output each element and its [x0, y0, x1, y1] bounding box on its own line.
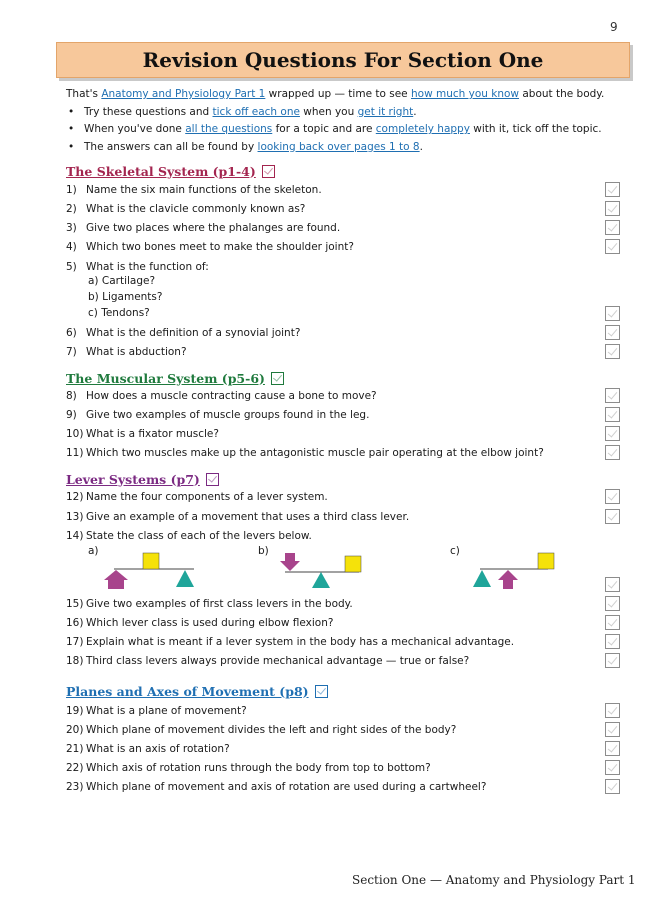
page-number: 9: [610, 20, 618, 34]
question: 6) What is the definition of a synovial joint?: [66, 327, 301, 339]
lever-diagram-c: [470, 550, 570, 592]
question: 2) What is the clavicle commonly known as?: [66, 203, 306, 215]
question-tick-box[interactable]: [605, 596, 620, 611]
intro-line: That's Anatomy and Physiology Part 1 wrapped up — time to see how much you know about the body.: [66, 88, 605, 100]
load-square: [143, 553, 159, 569]
question-subpart: a) Cartilage?: [88, 275, 156, 287]
fulcrum-triangle: [176, 570, 194, 587]
question: 21) What is an axis of rotation?: [66, 743, 230, 755]
question-tick-box[interactable]: [605, 653, 620, 668]
question-tick-box[interactable]: [605, 388, 620, 403]
section-title: Planes and Axes of Movement (p8): [66, 683, 309, 699]
question-subpart: c) Tendons?: [88, 307, 150, 319]
question-tick-box[interactable]: [605, 325, 620, 340]
question-tick-box[interactable]: [605, 306, 620, 321]
intro-bullets: [66, 104, 626, 157]
effort-arrow-up: [498, 570, 518, 589]
intro-bullet: • When you've done all the questions for a topic and are completely happy with it, tick off the topic.: [66, 121, 626, 139]
intro-text: [66, 86, 626, 156]
question: 13) Give an example of a movement that uses a third class lever.: [66, 511, 410, 523]
lever-label-a: a): [88, 545, 99, 557]
question-tick-box[interactable]: [605, 722, 620, 737]
question: 16) Which lever class is used during elbow flexion?: [66, 617, 334, 629]
question-tick-box[interactable]: [605, 239, 620, 254]
lever-diagram-b: [275, 550, 375, 592]
question: 7) What is abduction?: [66, 346, 187, 358]
section-title: Lever Systems (p7): [66, 471, 200, 487]
lever-label-b: b): [258, 545, 269, 557]
question-tick-box[interactable]: [605, 201, 620, 216]
question-tick-box[interactable]: [605, 577, 620, 592]
fulcrum-triangle: [312, 572, 330, 588]
question: 5) What is the function of:: [66, 261, 209, 273]
intro-bullet: • The answers can all be found by looking back over pages 1 to 8.: [66, 139, 626, 157]
question: 12) Name the four components of a lever system.: [66, 491, 328, 503]
question: 17) Explain what is meant if a lever system in the body has a mechanical advantage.: [66, 636, 515, 648]
question-tick-box[interactable]: [605, 634, 620, 649]
intro-bullet: • Try these questions and tick off each one when you get it right.: [66, 104, 626, 122]
question: 20) Which plane of movement divides the left and right sides of the body?: [66, 724, 457, 736]
question-tick-box[interactable]: [605, 407, 620, 422]
lever-diagram-a: [100, 550, 200, 592]
section-title: The Muscular System (p5-6): [66, 370, 265, 386]
topic-tick-box[interactable]: [262, 165, 275, 178]
page-title-banner: [56, 42, 630, 78]
question: 22) Which axis of rotation runs through the body from top to bottom?: [66, 762, 431, 774]
effort-arrow-up: [104, 570, 128, 589]
question: 18) Third class levers always provide mechanical advantage — true or false?: [66, 655, 470, 667]
section-heading-planes: [66, 682, 328, 700]
question-subpart: b) Ligaments?: [88, 291, 163, 303]
section-heading-levers: [66, 470, 219, 488]
question-tick-box[interactable]: [605, 182, 620, 197]
page-title: Revision Questions For Section One: [142, 48, 544, 72]
question: 23) Which plane of movement and axis of rotation are used during a cartwheel?: [66, 781, 487, 793]
question-tick-box[interactable]: [605, 509, 620, 524]
question: 11) Which two muscles make up the antagonistic muscle pair operating at the elbow joint?: [66, 447, 544, 459]
question: 8) How does a muscle contracting cause a bone to move?: [66, 390, 377, 402]
question: 14) State the class of each of the levers below.: [66, 530, 312, 542]
lever-label-c: c): [450, 545, 460, 557]
topic-tick-box[interactable]: [315, 685, 328, 698]
question-tick-box[interactable]: [605, 615, 620, 630]
topic-tick-box[interactable]: [206, 473, 219, 486]
load-square: [345, 556, 361, 572]
question-tick-box[interactable]: [605, 760, 620, 775]
question: 3) Give two places where the phalanges are found.: [66, 222, 341, 234]
question: 15) Give two examples of first class levers in the body.: [66, 598, 353, 610]
fulcrum-triangle: [473, 570, 491, 587]
section-heading-skeletal: [66, 162, 275, 180]
question: 10) What is a fixator muscle?: [66, 428, 219, 440]
question-tick-box[interactable]: [605, 703, 620, 718]
page-footer: Section One — Anatomy and Physiology Part 1: [352, 873, 636, 887]
load-square: [538, 553, 554, 569]
question-tick-box[interactable]: [605, 445, 620, 460]
question-tick-box[interactable]: [605, 779, 620, 794]
question: 4) Which two bones meet to make the shoulder joint?: [66, 241, 354, 253]
question: 9) Give two examples of muscle groups found in the leg.: [66, 409, 370, 421]
question: 19) What is a plane of movement?: [66, 705, 247, 717]
topic-tick-box[interactable]: [271, 372, 284, 385]
question-tick-box[interactable]: [605, 426, 620, 441]
question-tick-box[interactable]: [605, 344, 620, 359]
section-heading-muscular: [66, 369, 284, 387]
section-title: The Skeletal System (p1-4): [66, 163, 256, 179]
question: 1) Name the six main functions of the skeleton.: [66, 184, 322, 196]
question-tick-box[interactable]: [605, 489, 620, 504]
question-tick-box[interactable]: [605, 220, 620, 235]
question-tick-box[interactable]: [605, 741, 620, 756]
effort-arrow-down: [280, 553, 300, 571]
